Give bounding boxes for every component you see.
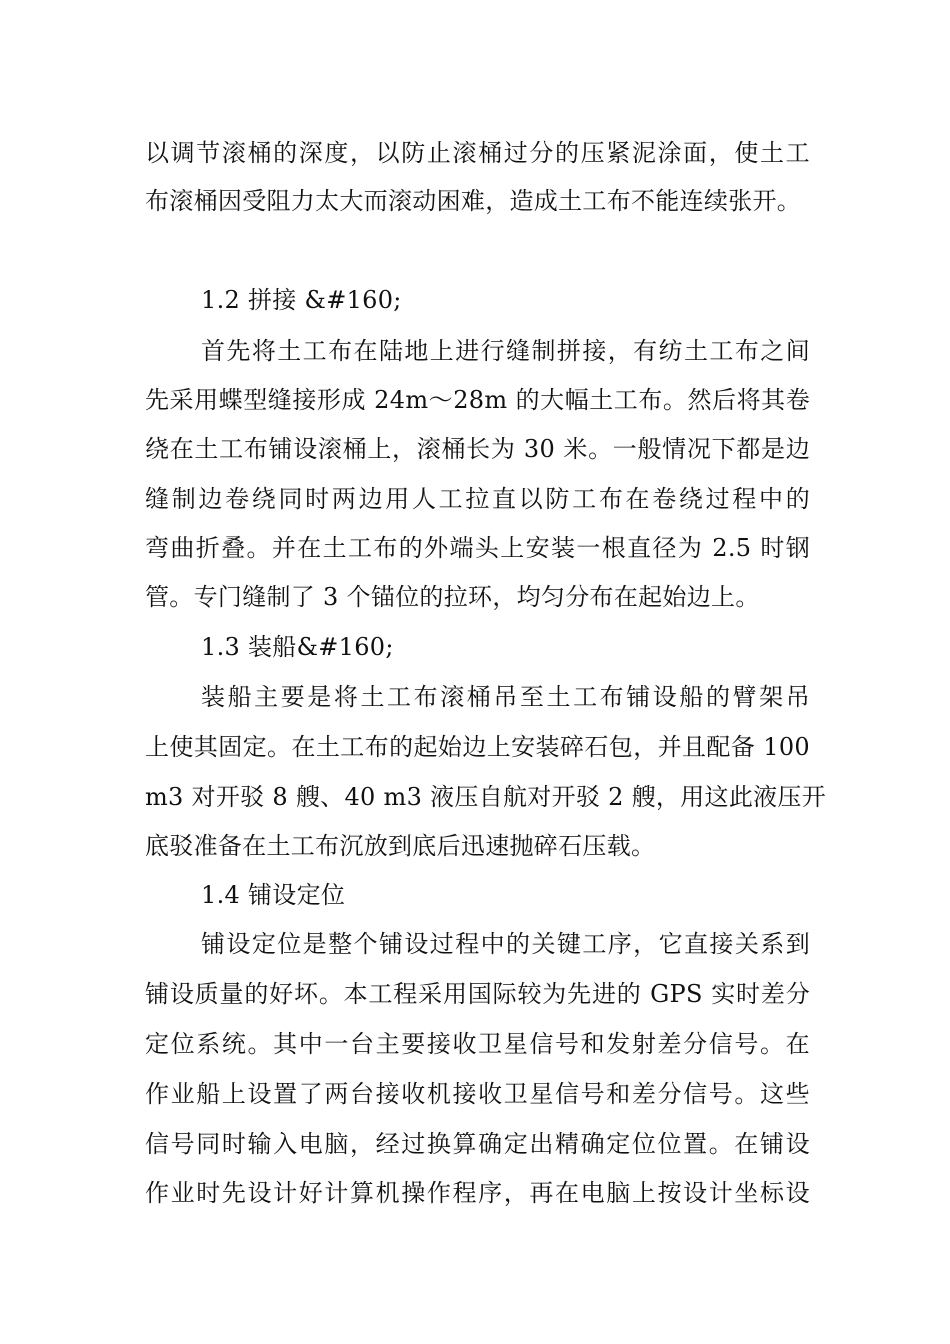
- paragraph-line: 作业时先设计好计算机操作程序，再在电脑上按设计坐标设: [145, 1179, 810, 1207]
- paragraph-line: 首先将土工布在陆地上进行缝制拼接，有纺土工布之间: [201, 337, 810, 365]
- section-heading: 1.4 铺设定位: [201, 881, 346, 909]
- paragraph-line: m3 对开驳 8 艘、40 m3 液压自航对开驳 2 艘，用这此液压开: [145, 783, 827, 811]
- paragraph-line: 以调节滚桶的深度，以防止滚桶过分的压紧泥涂面，使土工: [145, 139, 810, 167]
- paragraph-line: 绕在土工布铺设滚桶上，滚桶长为 30 米。一般情况下都是边: [145, 435, 810, 463]
- paragraph-line: 铺设定位是整个铺设过程中的关键工序，它直接关系到: [201, 930, 810, 958]
- paragraph-line: 弯曲折叠。并在土工布的外端头上安装一根直径为 2.5 时钢: [145, 534, 810, 562]
- paragraph-line: 信号同时输入电脑，经过换算确定出精确定位位置。在铺设: [145, 1130, 810, 1158]
- paragraph-line: 装船主要是将土工布滚桶吊至土工布铺设船的臂架吊: [201, 683, 810, 711]
- paragraph-line: 缝制边卷绕同时两边用人工拉直以防工布在卷绕过程中的: [145, 485, 810, 513]
- section-heading: 1.2 拼接 &#160;: [201, 286, 402, 314]
- paragraph-line: 底驳准备在土工布沉放到底后迅速抛碎石压载。: [145, 832, 656, 860]
- paragraph-line: 先采用蝶型缝接形成 24m～28m 的大幅土工布。然后将其卷: [145, 386, 810, 414]
- paragraph-line: 布滚桶因受阻力太大而滚动困难，造成土工布不能连续张开。: [145, 187, 802, 215]
- paragraph-line: 作业船上设置了两台接收机接收卫星信号和差分信号。这些: [145, 1080, 810, 1108]
- paragraph-line: 定位系统。其中一台主要接收卫星信号和发射差分信号。在: [145, 1030, 810, 1058]
- paragraph-line: 铺设质量的好坏。本工程采用国际较为先进的 GPS 实时差分: [145, 980, 810, 1008]
- paragraph-line: 管。专门缝制了 3 个锚位的拉环，均匀分布在起始边上。: [145, 583, 760, 611]
- section-heading: 1.3 装船&#160;: [201, 633, 394, 661]
- paragraph-line: 上使其固定。在土工布的起始边上安装碎石包，并且配备 100: [145, 733, 810, 761]
